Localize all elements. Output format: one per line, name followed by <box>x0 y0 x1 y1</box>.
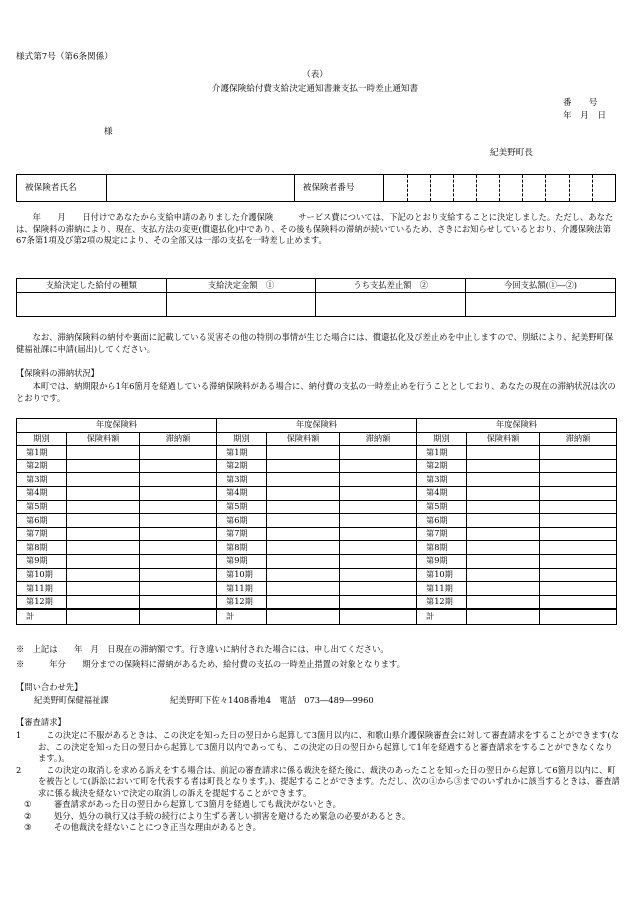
premium-amount-cell <box>467 459 540 473</box>
arrears-amount-cell <box>540 446 617 460</box>
premium-amount-cell <box>267 446 340 460</box>
premium-amount-cell <box>467 541 540 555</box>
payment-cell-suspended <box>316 293 466 317</box>
arrears-amount-cell <box>540 568 617 582</box>
review-subitem-number: ③ <box>24 822 32 832</box>
arrears-amount-cell <box>140 514 217 528</box>
review-item-number: 1 <box>16 730 22 740</box>
insured-number-digit <box>569 175 592 202</box>
premium-amount-cell <box>467 446 540 460</box>
arrears-amount-cell <box>340 514 417 528</box>
arrears-row <box>17 459 617 473</box>
payment-header-type: 支給決定した給付の種類 <box>17 279 167 293</box>
arrears-amount-cell <box>340 446 417 460</box>
arrears-amount-cell <box>140 582 217 596</box>
period-cell: 第9期 <box>217 554 267 568</box>
arrears-amount-cell <box>140 541 217 555</box>
premium-amount-cell <box>267 500 340 514</box>
review-subitem-text: 審査請求があった日の翌日から起算して3箇月を経過しても裁決がないとき。 <box>54 799 341 809</box>
payment-header-current: 今回支払額(①―②) <box>466 279 616 293</box>
arrears-row <box>17 446 617 460</box>
arrears-amount-cell <box>540 459 617 473</box>
col-period: 期別 <box>217 432 267 446</box>
premium-amount-cell <box>67 609 140 625</box>
period-cell: 計 <box>217 609 267 625</box>
arrears-amount-cell <box>340 527 417 541</box>
period-cell: 第2期 <box>17 459 67 473</box>
contact-dept: 紀美野町保健福祉課 <box>34 695 109 705</box>
arrears-amount-cell <box>540 514 617 528</box>
premium-amount-cell <box>67 527 140 541</box>
insured-number-digit <box>592 175 615 202</box>
period-cell: 第4期 <box>17 486 67 500</box>
arrears-amount-cell <box>540 609 617 625</box>
arrears-amount-cell <box>140 446 217 460</box>
premium-amount-cell <box>267 459 340 473</box>
contact-heading: 【問い合わせ先】 <box>16 682 83 692</box>
premium-amount-cell <box>267 595 340 609</box>
arrears-amount-cell <box>140 527 217 541</box>
payment-cell-current <box>466 293 616 317</box>
period-cell: 第1期 <box>217 446 267 460</box>
year-header: 年度保険料 <box>217 419 417 433</box>
insured-number-digit <box>407 175 430 202</box>
insured-number-digit <box>430 175 453 202</box>
arrears-amount-cell <box>340 554 417 568</box>
premium-amount-cell <box>67 595 140 609</box>
number-label: 番 号 <box>563 98 598 108</box>
period-cell: 第8期 <box>17 541 67 555</box>
arrears-table <box>16 418 617 625</box>
premium-amount-cell <box>467 609 540 625</box>
period-cell: 第11期 <box>217 582 267 596</box>
arrears-amount-cell <box>340 473 417 487</box>
review-item <box>16 765 620 800</box>
arrears-row <box>17 554 617 568</box>
review-subitem-number: ① <box>24 799 32 809</box>
arrears-amount-cell <box>340 541 417 555</box>
arrears-amount-cell <box>340 459 417 473</box>
premium-amount-cell <box>267 541 340 555</box>
arrears-amount-cell <box>140 609 217 625</box>
arrears-amount-cell <box>540 486 617 500</box>
period-cell: 第2期 <box>417 459 467 473</box>
premium-amount-cell <box>467 500 540 514</box>
premium-amount-cell <box>467 514 540 528</box>
premium-amount-cell <box>67 459 140 473</box>
review-subitem-text: 処分、処分の執行又は手続の続行により生ずる著しい損害を避けるため緊急の必要があるとき。 <box>54 810 411 821</box>
period-cell: 第6期 <box>217 514 267 528</box>
premium-amount-cell <box>267 527 340 541</box>
period-cell: 第9期 <box>17 554 67 568</box>
payment-cell-type <box>17 293 167 317</box>
premium-amount-cell <box>467 582 540 596</box>
issuer: 紀美野町長 <box>490 148 533 158</box>
year-header: 年度保険料 <box>417 419 617 433</box>
period-cell: 第5期 <box>417 500 467 514</box>
review-subitem-text: その他裁決を経ないことにつき正当な理由があるとき。 <box>54 822 261 832</box>
arrears-row <box>17 514 617 528</box>
premium-amount-cell <box>467 595 540 609</box>
payment-header-decided: 支給決定金額 ① <box>166 279 316 293</box>
arrears-row <box>17 541 617 555</box>
premium-amount-cell <box>267 609 340 625</box>
period-cell: 第3期 <box>217 473 267 487</box>
insured-number-digit <box>523 175 546 202</box>
arrears-amount-cell <box>540 582 617 596</box>
period-cell: 第11期 <box>417 582 467 596</box>
arrears-amount-cell <box>540 473 617 487</box>
note-asof: ※ 上記は 年 月 日現在の滞納額です。行き違いに納付された場合には、申し出てください。 <box>16 644 389 654</box>
date-label: 年 月 日 <box>563 111 606 121</box>
period-cell: 第7期 <box>217 527 267 541</box>
review-heading: 【審査請求】 <box>16 717 66 727</box>
arrears-amount-cell <box>140 459 217 473</box>
arrears-row <box>17 500 617 514</box>
arrears-amount-cell <box>340 500 417 514</box>
period-cell: 第9期 <box>417 554 467 568</box>
insured-number-digit <box>477 175 500 202</box>
period-cell: 第11期 <box>17 582 67 596</box>
period-cell: 計 <box>417 609 467 625</box>
arrears-amount-cell <box>340 609 417 625</box>
period-cell: 第6期 <box>417 514 467 528</box>
review-subitem-number: ② <box>24 810 32 821</box>
period-cell: 第5期 <box>17 500 67 514</box>
col-period: 期別 <box>17 432 67 446</box>
premium-amount-cell <box>67 541 140 555</box>
period-cell: 第4期 <box>417 486 467 500</box>
insured-name-label: 被保険者氏名 <box>17 175 107 202</box>
arrears-amount-cell <box>140 486 217 500</box>
col-premium: 保険料額 <box>267 432 340 446</box>
insured-number-digit <box>453 175 476 202</box>
premium-amount-cell <box>267 582 340 596</box>
period-cell: 第10期 <box>417 568 467 582</box>
premium-amount-cell <box>467 486 540 500</box>
arrears-amount-cell <box>140 568 217 582</box>
arrears-amount-cell <box>140 500 217 514</box>
col-period: 期別 <box>417 432 467 446</box>
year-header: 年度保険料 <box>17 419 217 433</box>
document-title: 介護保険給付費支給決定通知書兼支払一時差止通知書 <box>211 84 419 94</box>
premium-amount-cell <box>267 554 340 568</box>
contact-address: 紀美野町下佐々1408番地4 電話 073―489―9960 <box>170 695 374 705</box>
payment-header-suspended: うち支払差止額 ② <box>316 279 466 293</box>
period-cell: 第8期 <box>217 541 267 555</box>
payment-cell-decided <box>166 293 316 317</box>
period-cell: 第7期 <box>417 527 467 541</box>
period-cell: 計 <box>17 609 67 625</box>
arrears-amount-cell <box>340 486 417 500</box>
arrears-amount-cell <box>340 568 417 582</box>
arrears-amount-cell <box>340 595 417 609</box>
arrears-amount-cell <box>540 541 617 555</box>
form-id: 様式第7号（第6条関係） <box>16 52 113 62</box>
premium-amount-cell <box>67 500 140 514</box>
period-cell: 第1期 <box>17 446 67 460</box>
notice-paragraph: なお、滞納保険料の納付や裏面に記載している災害その他の特別の事情が生じた場合には、償還払化及び差止めを中止しますので、別紙により、紀美野町保健福祉課に申請(届出)してください。 <box>16 332 614 354</box>
period-cell: 第3期 <box>417 473 467 487</box>
review-subitem <box>16 822 620 834</box>
arrears-row <box>17 486 617 500</box>
arrears-amount-cell <box>540 500 617 514</box>
arrears-paragraph: 本町では、納期限から1年6箇月を経過している滞納保険料がある場合に、納付費の支払の一時差止めを行うこととしており、あなたの現在の滞納状況は次のとおりです。 <box>16 381 616 403</box>
arrears-total-row <box>17 609 617 625</box>
review-list <box>16 730 620 834</box>
arrears-amount-cell <box>540 554 617 568</box>
arrears-amount-cell <box>140 473 217 487</box>
payment-table <box>16 278 616 317</box>
premium-amount-cell <box>267 568 340 582</box>
period-cell: 第10期 <box>17 568 67 582</box>
col-arrears: 滞納額 <box>540 432 617 446</box>
side-label: （表） <box>302 70 328 80</box>
insured-number-digit <box>546 175 569 202</box>
intro-paragraph: 年 月 日付けであなたから支給申請のありました介護保険 サービス費については、下記のとおり支給することに決定しました。ただし、あなたは、保険料の滞納により、現在、支払方法の変更(償還払化)中であり、その後も保険料の滞納が続いているため、さきにお知らせしているとおり、介護保険法第67条第1項及び第2項の規定により、その全部又は一部の支払を一時差し止めます。 <box>16 212 614 246</box>
recipient-suffix: 様 <box>104 127 113 137</box>
review-item <box>16 730 620 765</box>
review-subitem <box>16 811 620 823</box>
arrears-amount-cell <box>540 595 617 609</box>
insured-number-digit <box>500 175 523 202</box>
period-cell: 第12期 <box>17 595 67 609</box>
period-cell: 第10期 <box>217 568 267 582</box>
period-cell: 第3期 <box>17 473 67 487</box>
arrears-row <box>17 595 617 609</box>
premium-amount-cell <box>467 473 540 487</box>
period-cell: 第12期 <box>217 595 267 609</box>
col-arrears: 滞納額 <box>140 432 217 446</box>
period-cell: 第5期 <box>217 500 267 514</box>
col-arrears: 滞納額 <box>340 432 417 446</box>
arrears-amount-cell <box>340 582 417 596</box>
arrears-row <box>17 473 617 487</box>
period-cell: 第4期 <box>217 486 267 500</box>
premium-amount-cell <box>67 473 140 487</box>
period-cell: 第2期 <box>217 459 267 473</box>
premium-amount-cell <box>67 446 140 460</box>
insured-number-digit <box>384 175 407 202</box>
period-cell: 第8期 <box>417 541 467 555</box>
arrears-row <box>17 568 617 582</box>
premium-amount-cell <box>267 514 340 528</box>
premium-amount-cell <box>67 568 140 582</box>
premium-amount-cell <box>67 486 140 500</box>
premium-amount-cell <box>67 554 140 568</box>
period-cell: 第6期 <box>17 514 67 528</box>
arrears-row <box>17 527 617 541</box>
premium-amount-cell <box>267 486 340 500</box>
arrears-heading: 【保険料の滞納状況】 <box>16 368 99 378</box>
review-item-number: 2 <box>16 764 22 775</box>
premium-amount-cell <box>67 582 140 596</box>
arrears-row <box>17 582 617 596</box>
premium-amount-cell <box>467 568 540 582</box>
premium-amount-cell <box>67 514 140 528</box>
insured-info-table <box>16 174 616 202</box>
arrears-amount-cell <box>140 595 217 609</box>
review-subitem <box>16 799 620 811</box>
period-cell: 第1期 <box>417 446 467 460</box>
note-target: ※ 年分 期分までの保険料に滞納があるため、給付費の支払の一時差止措置の対象となります。 <box>16 659 405 669</box>
insured-name-value <box>106 175 294 202</box>
insured-number-label: 被保険者番号 <box>294 175 384 202</box>
col-premium: 保険料額 <box>467 432 540 446</box>
premium-amount-cell <box>467 554 540 568</box>
premium-amount-cell <box>467 527 540 541</box>
arrears-amount-cell <box>540 527 617 541</box>
premium-amount-cell <box>267 473 340 487</box>
period-cell: 第7期 <box>17 527 67 541</box>
col-premium: 保険料額 <box>67 432 140 446</box>
period-cell: 第12期 <box>417 595 467 609</box>
review-item-text: この決定の取消しを求める訴えをする場合は、前記の審査請求に係る裁決を経た後に、裁決のあったことを知った日の翌日から起算して6箇月以内に、町を被告として(訴訟において町を代表する者は町長となります。)、提起することができます。ただし、次の①から③までのいずれかに該当するときは、審査請求に係る裁決を経ないで決定の取消しの訴えを提起することができます。 <box>38 764 620 798</box>
review-item-text: この決定に不服があるときは、この決定を知った日の翌日から起算して3箇月以内に、和歌山県介護保険審査会に対して審査請求をすることができます(なお、この決定を知った日の翌日から起算して3箇月以内であっても、この決定の日の翌日から起算して1年を経過すると審査請求をすることができなくなります。)。 <box>38 730 620 763</box>
arrears-amount-cell <box>140 554 217 568</box>
